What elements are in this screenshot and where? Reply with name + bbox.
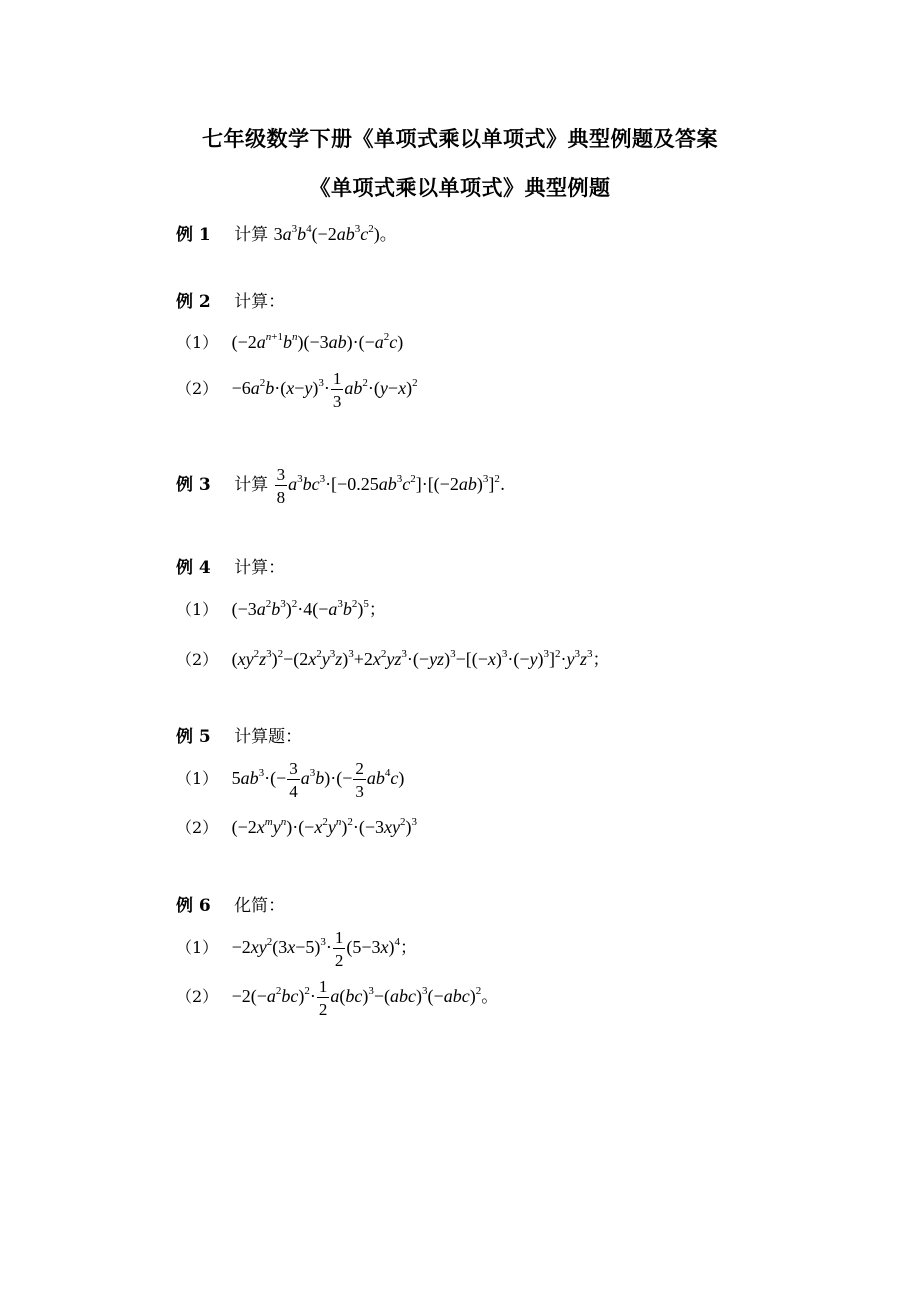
example-6-label: 例 6	[176, 896, 211, 916]
example-6-formula-1: $-2xy^2(3x-5)^3\cdot$ $\frac{1}{2}$ $(5-3x)^4$	[231, 928, 401, 970]
example-2-formula-2: $-6a^2b\cdot(x-y)^3\cdot$ $\frac{1}{3}$ $ab^2\cdot(y-x)^2$	[231, 369, 418, 411]
example-4-text: 计算：	[234, 558, 286, 578]
part-label: （1）	[176, 333, 219, 352]
fraction: $\frac{3}{8}$	[276, 465, 286, 507]
example-2-text: 计算：	[234, 292, 286, 312]
fraction: $\frac{1}{2}$	[334, 928, 344, 970]
fraction: $\frac{1}{3}$	[332, 369, 342, 411]
example-1-text: 计算	[234, 225, 269, 245]
example-3-text: 计算	[234, 475, 269, 496]
example-5	[176, 722, 302, 747]
example-3-dot: .	[499, 475, 506, 496]
example-5-formula-1: $5ab^3\cdot(-$ $\frac{3}{4}$ $a^3b)\cdot(-$ $\frac{2}{3}$ $ab^4c$)	[231, 759, 405, 801]
example-5-text: 计算题：	[234, 727, 303, 747]
example-6-part-1	[176, 929, 417, 969]
example-2	[176, 287, 285, 312]
example-5-formula-2: $(-2x^my^n)\cdot(-x^2y^n)^2\cdot(-3xy^2)^3$	[231, 816, 417, 837]
semicolon: ；	[368, 600, 386, 620]
example-4-part-1	[176, 595, 386, 620]
semicolon: ；	[400, 938, 418, 959]
example-5-part-2	[176, 815, 417, 838]
part-label: （2）	[176, 987, 219, 1007]
example-3-label: 例 3	[176, 475, 211, 496]
example-4-part-2	[176, 645, 610, 670]
example-6-part-2	[176, 978, 498, 1018]
part-label: （1）	[176, 600, 219, 619]
example-1	[176, 220, 397, 245]
fraction: $\frac{2}{3}$	[355, 759, 364, 801]
example-2-label: 例 2	[176, 292, 211, 312]
example-4	[176, 553, 285, 578]
example-2-part-2	[176, 370, 418, 410]
fraction: $\frac{3}{4}$	[289, 759, 298, 801]
example-5-part-1	[176, 760, 404, 800]
section-title: 《单项式乘以单项式》典型例题	[309, 175, 611, 200]
example-4-formula-1: $(-3a^2b^3)^2\cdot 4(-a^3b^2)^5$	[231, 598, 369, 619]
example-6-text: 化简：	[234, 896, 286, 916]
example-2-part-1	[176, 330, 403, 353]
part-label: （2）	[176, 818, 219, 837]
part-label: （2）	[176, 650, 219, 669]
semicolon: ；	[592, 650, 610, 670]
part-label: （1）	[176, 769, 219, 789]
example-6	[176, 891, 285, 916]
example-3-formula: $\frac{3}{8}$ $a^3bc^3\cdot[-0.25ab^3c^2]\cdot[(-2ab)^3]^2$	[276, 465, 500, 507]
example-1-period: 。	[379, 225, 397, 245]
example-4-formula-2: $(xy^2z^3)^2-(2x^2y^3z)^3+2x^2yz^3\cdot(-yz)^3-[(-x)^3\cdot(-y)^3]^2\cdot y^3z^3$	[231, 648, 593, 669]
fraction: $\frac{1}{2}$	[318, 977, 328, 1019]
example-6-period: 。	[481, 987, 499, 1008]
example-5-label: 例 5	[176, 727, 211, 747]
example-1-label: 例 1	[176, 225, 211, 245]
example-2-formula-1: $(-2a^{n+1}b^n)(-3ab)\cdot(-a^2c)$	[231, 331, 404, 352]
example-6-formula-2: $-2(-a^2bc)^2\cdot$ $\frac{1}{2}$ $a(bc)^3-(abc)^3(-abc)^2$	[231, 977, 482, 1019]
example-4-label: 例 4	[176, 558, 211, 578]
document-title: 七年级数学下册《单项式乘以单项式》典型例题及答案	[202, 126, 718, 151]
part-label: （1）	[176, 938, 219, 958]
example-1-formula: $3a^3b^4(-2ab^3c^2)$	[273, 223, 380, 244]
part-label: （2）	[176, 379, 219, 399]
example-3	[176, 466, 505, 506]
